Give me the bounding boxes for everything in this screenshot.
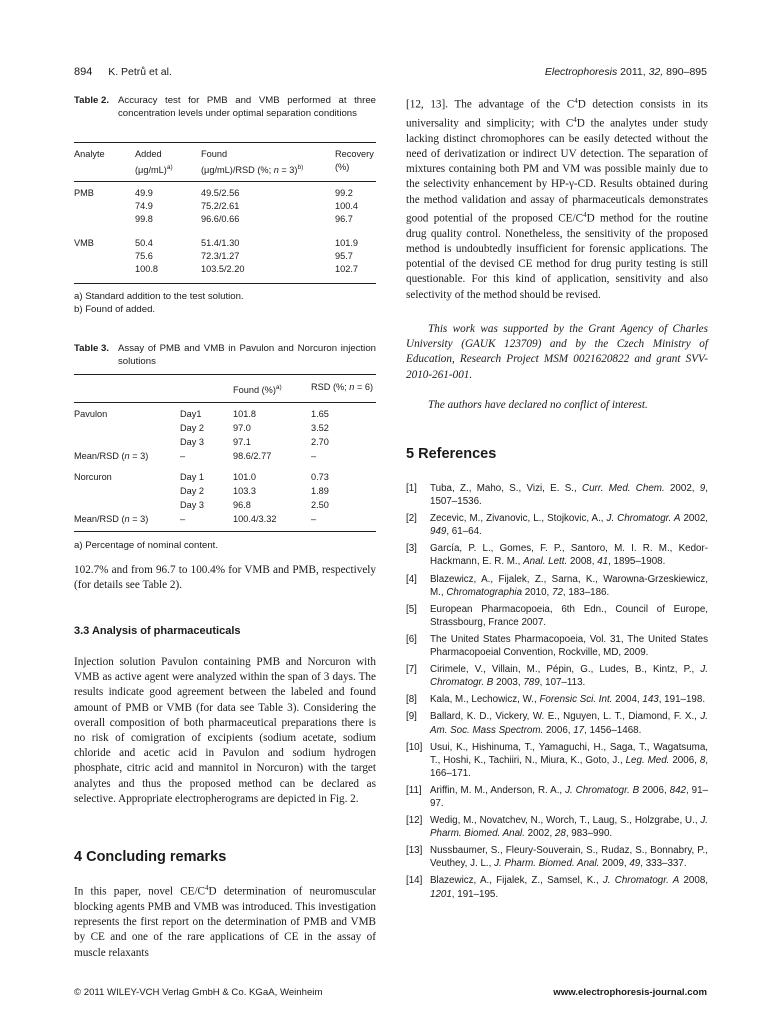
table-row: Day 2 103.3 1.89: [180, 486, 329, 496]
table-row: 100.8 103.5/2.20 102.7: [135, 264, 358, 274]
table-row: 74.9 75.2/2.61 100.4: [135, 201, 358, 211]
footer-copyright: © 2011 WILEY-VCH Verlag GmbH & Co. KGaA, Weinheim: [74, 987, 323, 998]
table-row: Mean/RSD (n = 3) – 100.4/3.32 –: [74, 514, 317, 524]
acknowledgement: This work was supported by the Grant Agency of Charles University (GAUK 123709) and by the Czech Ministry of Education, Research Project MSM 0021620822 and grant SVV-2010-261-001.: [406, 323, 708, 381]
reference-number: [9]: [406, 711, 417, 723]
table3-body: [74, 407, 329, 526]
reference-text: Blazewicz, A., Fijalek, Z., Samsel, K., J. Chromatogr. A 2008, 1201, 191–195.: [430, 875, 708, 900]
right-paragraph-1: [12, 13]. The advantage of the $C^4D$ detection consists in its universality and simplicity; with $C^4D$ the analytes under study lacking distinct chromophores can be easily detected without the need of derivatization or indirect UV detection. The separation of mixtures containing both PM and VM was possible mainly due to the selectivity enhancement by HP-γ-CD. Results obtained during the method validation and assay of pharmaceuticals demonstrates good potential of the proposed $CE/C^4D$ method for the routine drug quality control. Nonetheless, the sensitivity of the proposed method is undoubtedly insufficient for forensic applications. The potential of the devised CE method for drug purity testing is still questionable. For this kind of application, sensitivity and also selectivity of the method should be revised.: [406, 97, 708, 301]
reference-text: The United States Pharmacopoeia, Vol. 31, The United States Pharmacopoeial Convention, Rockville, MD, 2009.: [430, 633, 708, 659]
table-row: 99.8 96.6/0.66 96.7: [135, 214, 353, 224]
reference-text: Kala, M., Lechowicz, W., Forensic Sci. Int. 2004, 143, 191–198.: [430, 694, 706, 706]
reference-number: [12]: [406, 815, 423, 827]
reference-item: [406, 710, 708, 736]
reference-number: [4]: [406, 573, 417, 585]
table3-label: Table 3.: [74, 343, 110, 354]
reference-list: [406, 482, 708, 905]
page-number: 894: [74, 66, 93, 78]
running-header-left: [74, 66, 172, 78]
reference-text: Usui, K., Hishinuma, T., Yamaguchi, H., Saga, T., Wagatsuma, T., Hoshi, K., Tachiiri, N., Miura, K., Goto, J., Leg. Med. 2006, 8, 166–171.: [430, 741, 708, 779]
reference-item: [406, 741, 708, 780]
reference-text: Tuba, Z., Maho, S., Vizi, E. S., Curr. Med. Chem. 2002, 9, 1507–1536.: [430, 483, 708, 508]
reference-text: Zecevic, M., Zivanovic, L., Stojkovic, A., J. Chromatogr. A 2002, 949, 61–64.: [430, 513, 709, 538]
table3-footnote: a) Percentage of nominal content.: [74, 540, 218, 551]
table3-header-row: Found (%)$^{a)}$ RSD (%; n = 6): [233, 382, 374, 396]
reference-item: [406, 693, 708, 706]
reference-item: [406, 633, 708, 659]
table2-body: [74, 187, 358, 276]
reference-item: [406, 603, 708, 629]
reference-number: [11]: [406, 784, 422, 796]
reference-number: [7]: [406, 664, 417, 676]
reference-number: [14]: [406, 875, 423, 887]
reference-item: [406, 844, 708, 870]
table2-footnotes: a) Standard addition to the test solution. b) Found of added.: [74, 291, 244, 315]
table-row: 75.6 72.3/1.27 95.7: [135, 251, 353, 261]
reference-text: Nussbaumer, S., Fleury-Souverain, S., Rudaz, S., Bonnabry, P., Veuthey, J. L., J. Pharm. Biomed. Anal. 2009, 49, 333–337.: [430, 845, 708, 870]
conflict-of-interest: The authors have declared no conflict of interest.: [428, 399, 648, 411]
references-heading: 5 References: [406, 446, 497, 462]
table-row: Day 3 96.8 2.50: [180, 500, 329, 510]
running-header-right: Electrophoresis 2011, 32, 890–895: [544, 66, 707, 78]
reference-number: [6]: [406, 633, 417, 645]
reference-number: [13]: [406, 845, 423, 857]
reference-item: [406, 784, 708, 810]
reference-item: [406, 663, 708, 689]
reference-item: [406, 573, 708, 599]
header-authors: K. Petrů et al.: [108, 66, 172, 78]
reference-text: Blazewicz, A., Fijalek, Z., Sarna, K., Warowna-Grzeskiewicz, M., Chromatographia 2010, 72, 183–186.: [430, 573, 708, 598]
reference-number: [8]: [406, 694, 417, 706]
reference-item: [406, 814, 708, 840]
reference-item: [406, 512, 708, 538]
reference-number: [5]: [406, 603, 417, 615]
table2-caption: Table 2. Accuracy test for PMB and VMB performed at three concentration levels under optimal separation conditions: [74, 95, 376, 119]
reference-item: [406, 482, 708, 508]
section-4-heading: 4 Concluding remarks: [74, 849, 227, 865]
left-paragraph-3: In this paper, novel $CE/C^4D$ determination of neuromuscular blocking agents PMB and VMB was introduced. This investigation represents the first report on the determination of PMB and VMB by CE and one of the rare applications of CE in the assay of muscle relaxants: [74, 884, 376, 959]
table-row: VMB 50.4 51.4/1.30 101.9: [74, 238, 358, 248]
journal-name: Electrophoresis: [544, 66, 618, 78]
table-row: PMB 49.9 49.5/2.56 99.2: [74, 188, 353, 198]
table-row: Pavulon Day1 101.8 1.65: [74, 409, 329, 419]
reference-text: Wedig, M., Novatchev, N., Worch, T., Laug, S., Holzgrabe, U., J. Pharm. Biomed. Anal. 2002, 28, 983–990.: [430, 815, 708, 840]
reference-number: [2]: [406, 513, 417, 525]
left-paragraph-2: Injection solution Pavulon containing PMB and Norcuron with VMB as active agent were analyzed within the span of 3 days. The results indicate good agreement between the labeled and found amount of PMB or VMB (for data see Table 3). Considering the overall composition of both pharmaceutical preparations there is no risk of comigration of excipients (sodium acetate, sodium chloride and acetic acid in Pavulon and sodium hydrogen phosphate, citric acid and mannitol in Norcuron) with the target analytes and thus the proposed method can be declared as selective. Appropriate electropherograms are depicted in Fig. 2.: [74, 656, 376, 805]
table2-header-row: Analyte Added $(\mu g/mL)^{a)}$ Found (μg/mL)/RSD (%; n = 3)$^{b)}$ Recovery (%): [74, 149, 374, 176]
table-row: Day 3 97.1 2.70: [180, 437, 329, 447]
reference-text: Ballard, K. D., Vickery, W. E., Nguyen, L. T., Diamond, F. X., J. Am. Soc. Mass Spectrom. 2006, 17, 1456–1468.: [430, 711, 708, 736]
reference-number: [1]: [406, 483, 417, 494]
table2: [74, 148, 374, 177]
reference-item: [406, 874, 708, 900]
reference-text: Cirimele, V., Villain, M., Pépin, G., Ludes, B., Kintz, P., J. Chromatogr. B 2003, 789, 107–113.: [430, 664, 708, 689]
reference-text: Ariffin, M. M., Anderson, R. A., J. Chromatogr. B 2006, 842, 91–97.: [430, 784, 708, 809]
table2-label: Table 2.: [74, 95, 110, 106]
left-paragraph-1: 102.7% and from 96.7 to 100.4% for VMB and PMB, respectively (for details see Table 2).: [74, 564, 376, 592]
footer-url[interactable]: www.electrophoresis-journal.com: [553, 987, 707, 998]
reference-number: [10]: [406, 741, 423, 753]
reference-item: [406, 542, 708, 568]
reference-text: European Pharmacopoeia, 6th Edn., Council of Europe, Strassbourg, France 2007.: [430, 603, 708, 628]
table-row: Day 2 97.0 3.52: [180, 423, 329, 433]
reference-number: [3]: [406, 543, 417, 555]
section-3-3-heading: 3.3 Analysis of pharmaceuticals: [74, 625, 241, 637]
reference-text: García, P. L., Gomes, F. P., Santoro, M. I. R. M., Kedor-Hackmann, E. R. M., Anal. Lett. 2008, 41, 1895–1908.: [430, 543, 708, 568]
table3-caption: Table 3. Assay of PMB and VMB in Pavulon and Norcuron injection solutions: [74, 343, 376, 367]
table-row: Mean/RSD (n = 3) – 98.6/2.77 –: [74, 451, 317, 461]
table-row: Norcuron Day 1 101.0 0.73: [74, 472, 329, 482]
